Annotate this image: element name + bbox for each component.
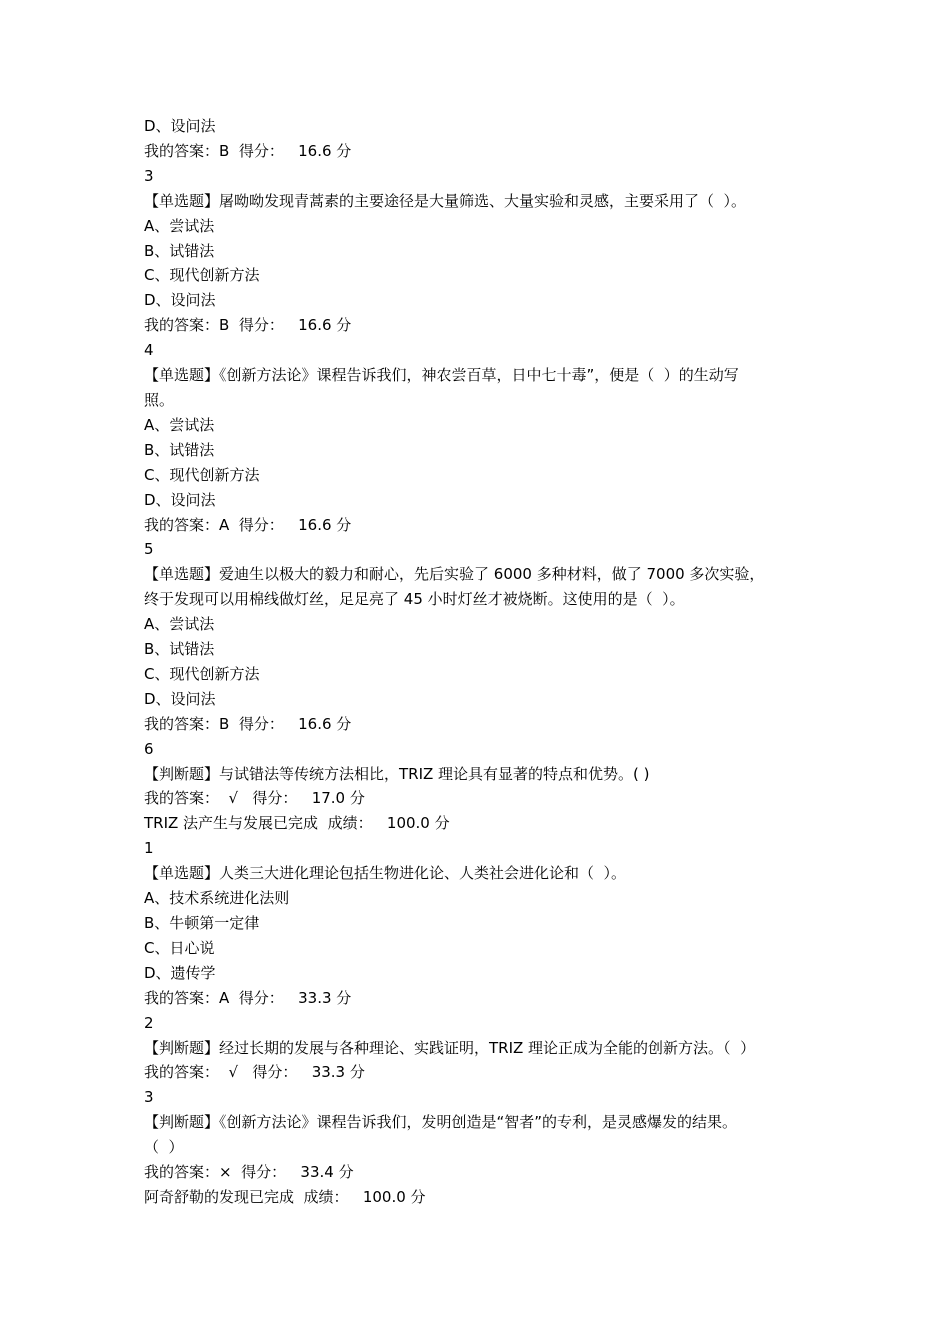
option-b: B、试错法 <box>144 241 215 260</box>
question-text: 【单选题】爱迪生以极大的毅力和耐心，先后实验了 6000 多种材料，做了 7000 多次实验， <box>144 565 765 584</box>
option-d: D、设问法 <box>144 689 216 708</box>
question-text: 【单选题】屠呦呦发现青蒿素的主要途径是大量筛选、大量实验和灵感，主要采用了（ ）。 <box>144 191 747 210</box>
option-a: A、技术系统进化法则 <box>144 889 290 908</box>
document-body <box>144 114 814 1210</box>
option-d: D、设问法 <box>144 490 216 509</box>
question-text: 【判断题】与试错法等传统方法相比，TRIZ 理论具有显著的特点和优势。( ) <box>144 764 650 783</box>
option-a: A、尝试法 <box>144 415 215 434</box>
question-text-continued: （ ） <box>144 1138 184 1157</box>
question-text: 【单选题】《创新方法论》课程告诉我们，神农尝百草，日中七十毒”，便是（ ）的生动写 <box>144 366 739 385</box>
answer-score: 我的答案： √ 得分： 17.0 分 <box>144 789 365 808</box>
answer-score: 我的答案：A 得分： 33.3 分 <box>144 988 352 1007</box>
question-number: 3 <box>144 1088 154 1107</box>
option-a: A、尝试法 <box>144 216 215 235</box>
option-d: D、设问法 <box>144 291 216 310</box>
answer-score: 我的答案：× 得分： 33.4 分 <box>144 1163 354 1182</box>
section-result: 阿奇舒勒的发现已完成 成绩： 100.0 分 <box>144 1187 426 1206</box>
question-number: 5 <box>144 540 154 559</box>
answer-score: 我的答案： √ 得分： 33.3 分 <box>144 1063 365 1082</box>
option-c: C、日心说 <box>144 938 215 957</box>
question-text: 【判断题】经过长期的发展与各种理论、实践证明，TRIZ 理论正成为全能的创新方法。（ ） <box>144 1038 756 1057</box>
question-text: 【判断题】《创新方法论》课程告诉我们，发明创造是“智者”的专利，是灵感爆发的结果。 <box>144 1113 738 1132</box>
answer-score: 我的答案：B 得分： 16.6 分 <box>144 316 352 335</box>
question-text-continued: 终于发现可以用棉线做灯丝，足足亮了 45 小时灯丝才被烧断。这使用的是（ ）。 <box>144 590 685 609</box>
option-b: B、试错法 <box>144 440 215 459</box>
option-b: B、试错法 <box>144 640 215 659</box>
option-c: C、现代创新方法 <box>144 664 260 683</box>
question-number: 6 <box>144 739 154 758</box>
option-a: A、尝试法 <box>144 615 215 634</box>
question-number: 1 <box>144 839 154 858</box>
question-text-continued: 照。 <box>144 390 175 409</box>
answer-score: 我的答案：A 得分： 16.6 分 <box>144 515 352 534</box>
answer-score: 我的答案：B 得分： 16.6 分 <box>144 141 352 160</box>
question-number: 3 <box>144 166 154 185</box>
answer-score: 我的答案：B 得分： 16.6 分 <box>144 714 352 733</box>
question-number: 4 <box>144 341 154 360</box>
question-number: 2 <box>144 1013 154 1032</box>
option-b: B、牛顿第一定律 <box>144 914 260 932</box>
option-d: D、设问法 <box>144 117 216 135</box>
option-c: C、现代创新方法 <box>144 465 260 484</box>
question-text: 【单选题】人类三大进化理论包括生物进化论、人类社会进化论和（ ）。 <box>144 864 627 883</box>
section-result: TRIZ 法产生与发展已完成 成绩： 100.0 分 <box>144 814 450 833</box>
option-d: D、遗传学 <box>144 963 216 982</box>
option-c: C、现代创新方法 <box>144 266 260 285</box>
